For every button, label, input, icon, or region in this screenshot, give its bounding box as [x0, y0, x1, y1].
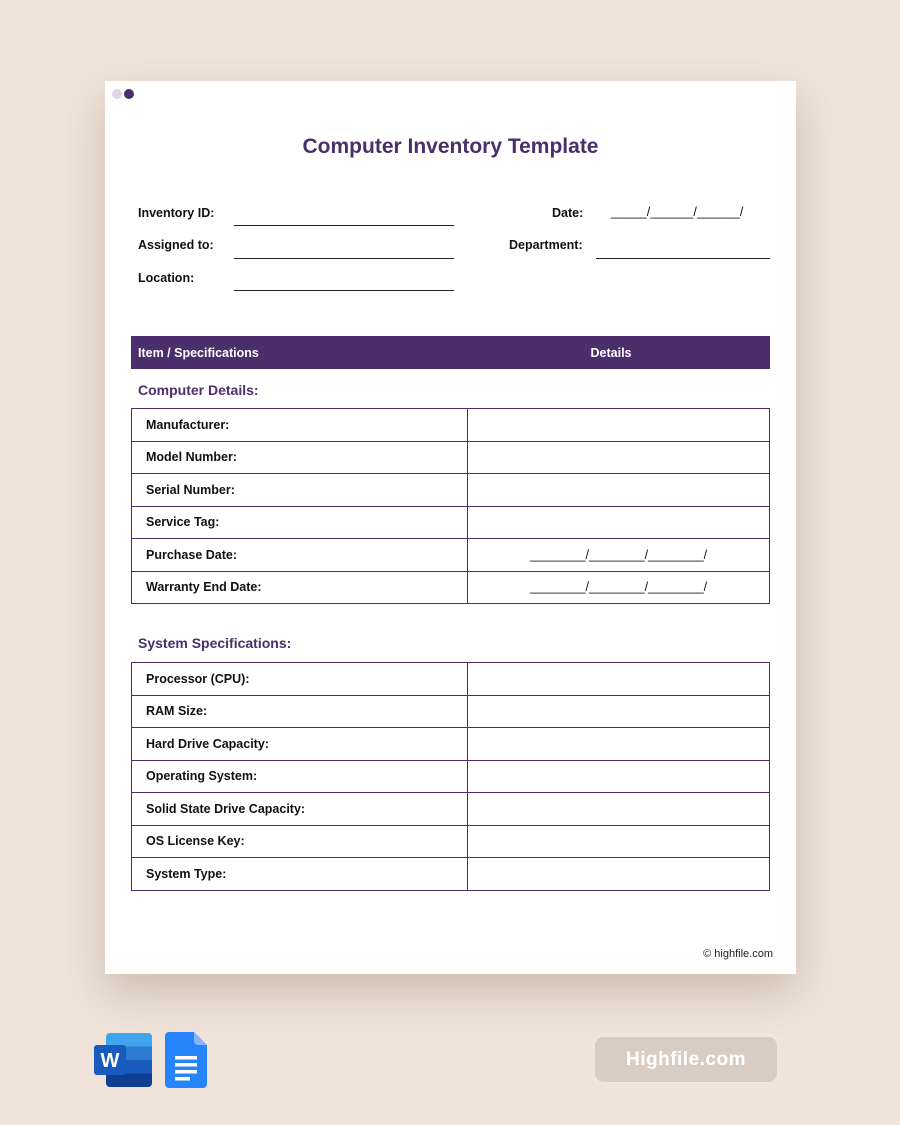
- assigned-to-label: Assigned to:: [138, 238, 214, 252]
- copyright-text: © highfile.com: [703, 948, 773, 960]
- system-spec-label: Operating System:: [132, 760, 468, 793]
- computer-details-title: Computer Details:: [138, 382, 259, 398]
- system-spec-row: [132, 858, 770, 891]
- department-label: Department:: [509, 238, 583, 252]
- google-docs-icon[interactable]: [165, 1032, 207, 1088]
- computer-detail-label: Model Number:: [132, 441, 468, 474]
- system-spec-row: [132, 663, 770, 696]
- computer-detail-row: [132, 441, 770, 474]
- system-spec-value-field[interactable]: [468, 663, 770, 696]
- system-spec-label: RAM Size:: [132, 695, 468, 728]
- computer-detail-label: Service Tag:: [132, 506, 468, 539]
- computer-detail-label: Purchase Date:: [132, 539, 468, 572]
- system-specifications-title: System Specifications:: [138, 635, 292, 651]
- computer-details-table: [131, 408, 770, 604]
- computer-detail-row: [132, 409, 770, 442]
- date-label: Date:: [552, 206, 584, 220]
- computer-detail-label: Manufacturer:: [132, 409, 468, 442]
- system-spec-label: OS License Key:: [132, 825, 468, 858]
- inventory-id-field[interactable]: [234, 225, 454, 226]
- computer-detail-label: Warranty End Date:: [132, 571, 468, 604]
- highfile-badge[interactable]: [591, 1033, 781, 1086]
- microsoft-word-icon[interactable]: [94, 1033, 152, 1087]
- system-spec-value-field[interactable]: [468, 825, 770, 858]
- system-spec-label: Processor (CPU):: [132, 663, 468, 696]
- system-spec-value-field[interactable]: [468, 728, 770, 761]
- system-spec-row: [132, 728, 770, 761]
- computer-detail-value-field[interactable]: [468, 441, 770, 474]
- system-spec-label: System Type:: [132, 858, 468, 891]
- system-spec-label: Solid State Drive Capacity:: [132, 793, 468, 826]
- computer-detail-value-field[interactable]: [468, 409, 770, 442]
- dot-dark: [124, 89, 134, 99]
- header-item-specifications: Item / Specifications: [138, 346, 259, 360]
- system-specifications-table: [131, 662, 770, 891]
- inventory-id-label: Inventory ID:: [138, 206, 215, 220]
- system-spec-row: [132, 760, 770, 793]
- computer-detail-row: [132, 539, 770, 572]
- system-spec-value-field[interactable]: [468, 760, 770, 793]
- computer-detail-value-field[interactable]: ________/________/________/: [468, 539, 770, 572]
- word-icon-letter: W: [100, 1050, 120, 1072]
- department-field[interactable]: [596, 258, 770, 259]
- system-spec-value-field[interactable]: [468, 858, 770, 891]
- system-spec-value-field[interactable]: [468, 695, 770, 728]
- computer-detail-value-field[interactable]: [468, 474, 770, 507]
- date-field[interactable]: _____/______/______/: [611, 205, 744, 219]
- computer-detail-row: [132, 571, 770, 604]
- location-label: Location:: [138, 271, 195, 285]
- document-title: Computer Inventory Template: [302, 135, 599, 158]
- highfile-badge-label: Highfile.com: [595, 1037, 777, 1082]
- location-field[interactable]: [234, 290, 454, 291]
- system-spec-value-field[interactable]: [468, 793, 770, 826]
- table-header: [131, 336, 770, 369]
- assigned-to-field[interactable]: [234, 258, 454, 259]
- dot-light: [112, 89, 122, 99]
- computer-detail-label: Serial Number:: [132, 474, 468, 507]
- system-spec-row: [132, 793, 770, 826]
- page-dots: [112, 89, 134, 99]
- system-spec-label: Hard Drive Capacity:: [132, 728, 468, 761]
- computer-detail-row: [132, 474, 770, 507]
- computer-detail-value-field[interactable]: ________/________/________/: [468, 571, 770, 604]
- header-details: Details: [590, 346, 632, 360]
- computer-detail-value-field[interactable]: [468, 506, 770, 539]
- system-spec-row: [132, 695, 770, 728]
- system-spec-row: [132, 825, 770, 858]
- document-page: [105, 81, 796, 974]
- computer-detail-row: [132, 506, 770, 539]
